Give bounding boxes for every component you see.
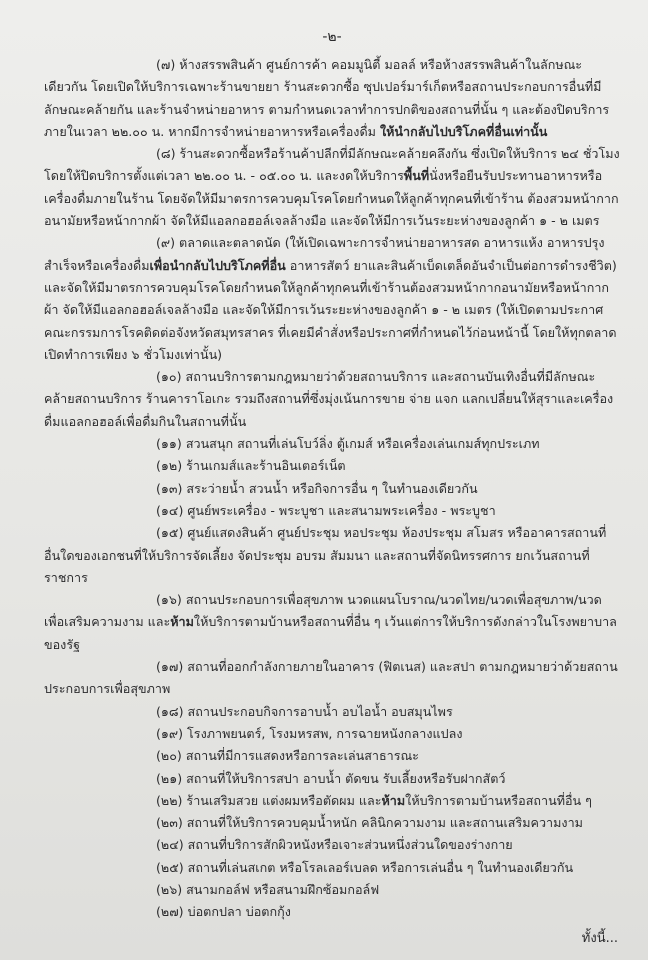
paragraph-16 [44, 589, 620, 656]
list-item-20: (๒๐) สถานที่มีการแสดงหรือการละเล่นสาธารณะ [156, 748, 419, 764]
list-item-14: (๑๔) ศูนย์พระเครื่อง - พระบูชา และสนามพระเครื่อง - พระบูชา [156, 502, 496, 518]
list-item-25: (๒๕) สถานที่เล่นสเกต หรือโรลเลอร์เบลด หรือการเล่นอื่น ๆ ในทำนองเดียวกัน [156, 859, 574, 875]
list-item-22-text: (๒๒) ร้านเสริมสวย แต่งผมหรือตัดผม และ [156, 792, 382, 808]
list-item-12: (๑๒) ร้านเกมส์และร้านอินเตอร์เน็ต [156, 458, 346, 474]
list-item-11: (๑๑) สวนสนุก สถานที่เล่นโบว์ลิ่ง ตู้เกมส์ หรือเครื่องเล่นเกมส์ทุกประเภท [156, 436, 540, 452]
paragraph-8-tail: นั่งหรือยืนรับประทานอาหารหรือเครื่องดื่มภายในร้าน โดยจัดให้มีมาตรการควบคุมโรคโดยกำหนดให้ลูกค้าทุกคนที่เข้าร้าน ต้องสวมหน้ากากอนามัยหรือหน้ากากผ้า จัดให้มีแอลกอฮอล์เจลล้างมือ และจัดให้มีการเว้นระยะห่างของลูกค้า ๑ - ๒ เมตร [44, 168, 619, 229]
paragraph-8-bold: พื้นที่ [403, 168, 430, 184]
paragraph-7-bold: ให้นำกลับไปบริโภคที่อื่นเท่านั้น [379, 123, 548, 139]
list-item-23: (๒๓) สถานที่ให้บริการควบคุมน้ำหนัก คลินิกความงาม และสถานเสริมความงาม [156, 815, 583, 831]
paragraph-9-text: (๙) ตลาดและตลาดนัด (ให้เปิดเฉพาะการจำหน่ายอาหารสด อาหารแห้ง อาหารปรุงสำเร็จหรือเครื่องดื่ม [44, 235, 605, 273]
paragraph-7 [44, 54, 620, 143]
paragraph-16-text: (๑๖) สถานประกอบการเพื่อสุขภาพ นวดแผนโบราณ/นวดไทย/นวดเพื่อสุขภาพ/นวดเพื่อเสริมความงาม และ [44, 592, 602, 630]
paragraph-9-bold: เพื่อนำกลับไปบริโภคที่อื่น [149, 257, 286, 273]
list-item-24: (๒๔) สถานที่บริการสักผิวหนังหรือเจาะส่วนหนึ่งส่วนใดของร่างกาย [156, 837, 513, 853]
page-number: -๒- [322, 29, 342, 45]
list-item-26: (๒๖) สนามกอล์ฟ หรือสนามฝึกซ้อมกอล์ฟ [156, 881, 380, 897]
list-item-19: (๑๙) โรงภาพยนตร์, โรงมหรสพ, การฉายหนังกลางแปลง [156, 725, 463, 741]
list-item-21: (๒๑) สถานที่ให้บริการสปา อาบน้ำ ตัดขน รับเลี้ยงหรือรับฝากสัตว์ [156, 770, 506, 786]
continuation-text: ทั้งนี้... [581, 931, 618, 946]
paragraph-16-tail: ให้บริการตามบ้านหรือสถานที่อื่น ๆ เว้นแต่การให้บริการดังกล่าวในโรงพยาบาลของรัฐ [44, 614, 617, 652]
paragraph-17: (๑๗) สถานที่ออกกำลังกายภายในอาคาร (ฟิตเนส) และสปา ตามกฎหมายว่าด้วยสถานประกอบการเพื่อสุขภาพ [44, 659, 618, 697]
list-item-22-bold: ห้าม [381, 792, 406, 808]
list-item-22-tail: ให้บริการตามบ้านหรือสถานที่อื่น ๆ [405, 792, 592, 808]
paragraph-16-bold: ห้าม [170, 614, 194, 630]
list-item-18: (๑๘) สถานประกอบกิจการอาบน้ำ อบไอน้ำ อบสมุนไพร [156, 703, 453, 719]
paragraph-10-text: (๑๐) สถานบริการตามกฎหมายว่าด้วยสถานบริการ และสถานบันเทิงอื่นที่มีลักษณะคล้ายสถานบริการ ร้านคาราโอเกะ รวมถึงสถานที่ซึ่งมุ่งเน้นการขาย จ่าย แจก แลกเปลี่ยนให้สุราและเครื่องดื่มแอลกอฮอล์เพื่อดื่มกินในสถานที่นั้น [44, 369, 614, 429]
paragraph-8 [44, 143, 620, 232]
paragraph-9-tail: อาหารสัตว์ ยาและสินค้าเบ็ดเตล็ดอันจำเป็นต่อการดำรงชีวิต) และจัดให้มีมาตรการควบคุมโรคโดยกำหนดให้ลูกค้าทุกคนที่เข้าร้านต้องสวมหน้ากากอนามัยหรือหน้ากากผ้า จัดให้มีแอลกอฮอล์เจลล้างมือ และจัดให้มีการเว้นระยะห่างของลูกค้า ๑ - ๒ เมตร (ให้เปิดตามประกาศคณะกรรมการโรคติดต่อจังหวัดสมุทรสาคร ที่เคยมีคำสั่งหรือประกาศที่กำหนดไว้ก่อนหน้านี้ โดยให้ทุกตลาดเปิดทำการเพียง ๖ ชั่วโมงเท่านั้น) [44, 257, 617, 362]
paragraph-8-text: (๘) ร้านสะดวกซื้อหรือร้านค้าปลีกที่มีลักษณะคล้ายคลึงกัน ซึ่งเปิดให้บริการ ๒๔ ชั่วโมง โดยให้ปิดบริการตั้งแต่เวลา ๒๒.๐๐ น. - ๐๕.๐๐ น. และงดให้บริการ [44, 146, 620, 184]
paragraph-9 [44, 232, 620, 366]
paragraph-10 [44, 366, 620, 433]
paragraph-7-text: (๗) ห้างสรรพสินค้า ศูนย์การค้า คอมมูนิตี้ มอลล์ หรือห้างสรรพสินค้าในลักษณะเดียวกัน โดยเปิดให้บริการเฉพาะร้านขายยา ร้านสะดวกซื้อ ซุปเปอร์มาร์เก็ตหรือสถานประกอบการอื่นที่มีลักษณะคล้ายกัน และร้านจำหน่ายอาหาร ตามกำหนดเวลาทำการปกติของสถานที่นั้น ๆ และต้องปิดบริการภายในเวลา ๒๒.๐๐ น. หากมีการจำหน่ายอาหารหรือเครื่องดื่ม [44, 57, 610, 139]
list-item-13: (๑๓) สระว่ายน้ำ สวนน้ำ หรือกิจการอื่น ๆ ในทำนองเดียวกัน [156, 480, 478, 496]
list-item-27: (๒๗) บ่อตกปลา บ่อตกกุ้ง [156, 904, 291, 920]
paragraph-15: (๑๕) ศูนย์แสดงสินค้า ศูนย์ประชุม หอประชุม ห้องประชุม สโมสร หรืออาคารสถานที่อื่นใดของเอกชนที่ให้บริการจัดเลี้ยง จัดประชุม อบรม สัมมนา และสถานที่จัดนิทรรศการ ยกเว้นสถานที่ราชการ [44, 525, 607, 585]
list-item-22 [44, 790, 620, 812]
